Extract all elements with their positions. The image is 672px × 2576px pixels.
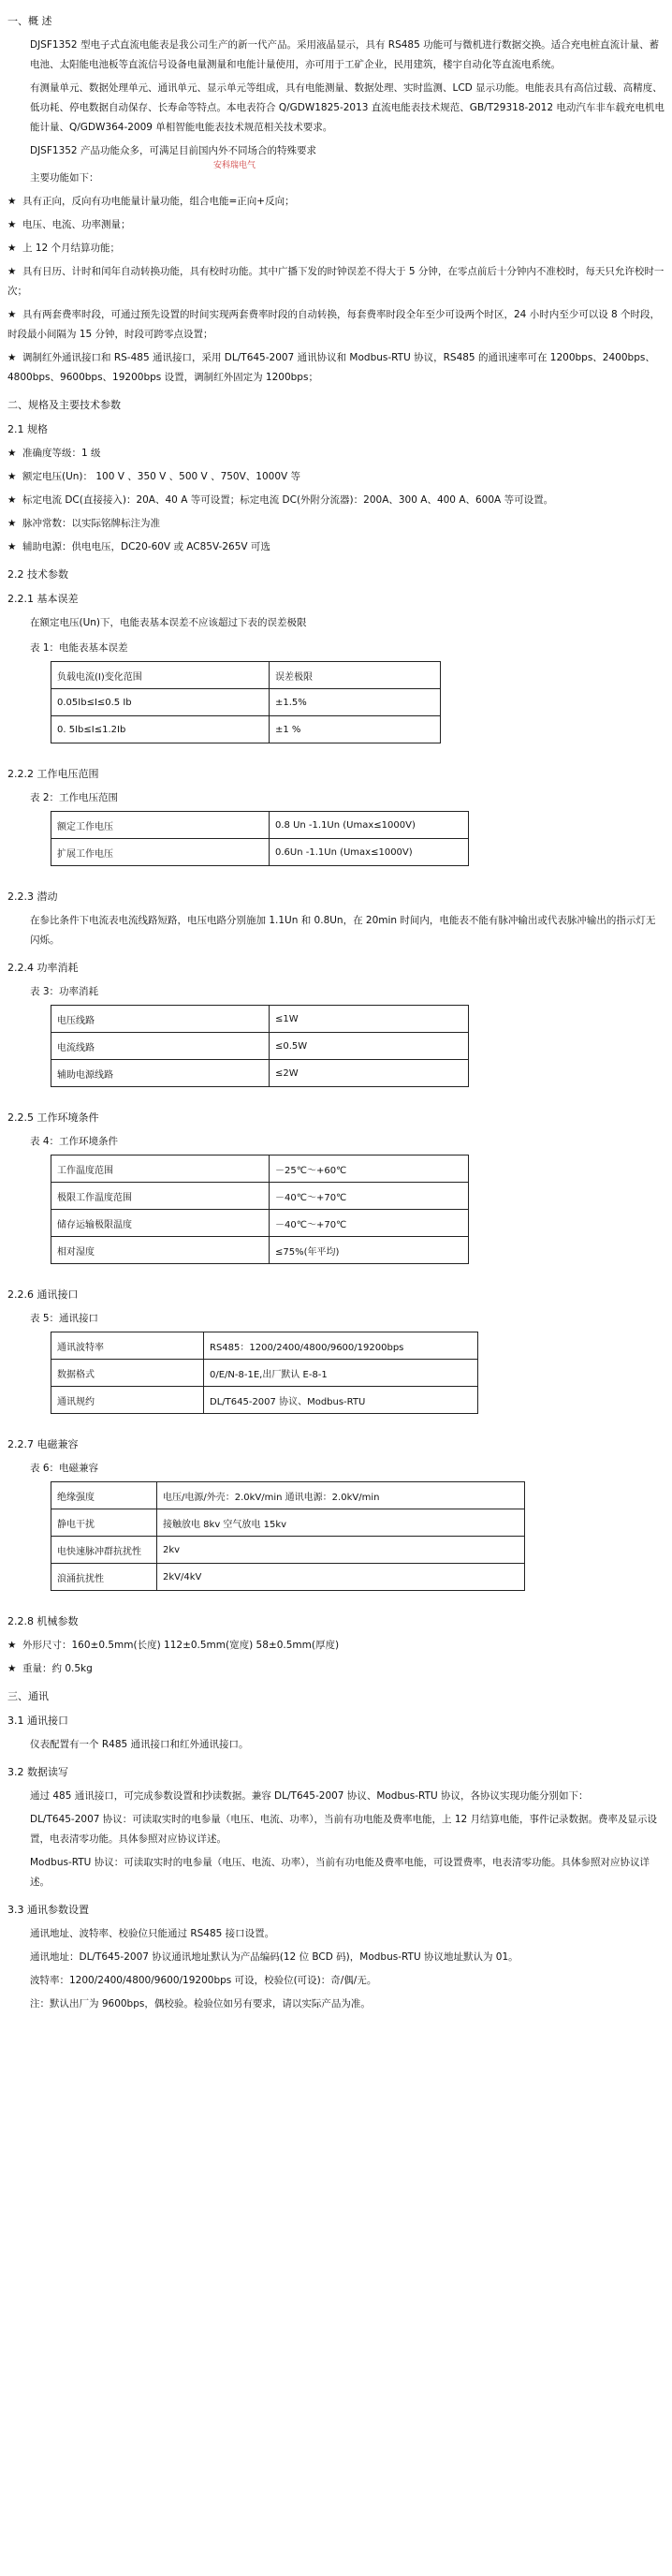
spec-item: ★ 额定电压(Un)： 100 V 、350 V 、500 V 、750V、1000V 等 xyxy=(7,467,665,487)
table-row: 工作温度范围 －25℃～+60℃ xyxy=(51,1156,469,1183)
star-bullet-icon: ★ xyxy=(7,518,17,529)
star-bullet-icon: ★ xyxy=(7,448,17,459)
section-2-2-title: 2.2 技术参数 xyxy=(7,568,68,581)
intro-paragraph-2: 有测量单元、数据处理单元、通讯单元、显示单元等组成，具有电能测量、数据处理、实时监测、LCD 显示功能。电能表具有高信过载、高精度、低功耗、停电数据自动保存、长寿命等特点。本电表符合 Q/GDW1825-2013 直流电能表技术规范、GB/T29318-2012 电动汽车非车载充电机电能计量、Q/GDW364-2009 单相智能电能表技术规范相关技术要求。 xyxy=(30,82,665,133)
function-item: ★ 具有正向，反向有功电能量计量功能，组合电能=正向+反向； xyxy=(7,192,665,212)
star-bullet-icon: ★ xyxy=(7,243,17,254)
section-2-2-6-title: 2.2.6 通讯接口 xyxy=(7,1288,79,1301)
star-bullet-icon: ★ xyxy=(7,541,17,552)
table-row: 极限工作温度范围 －40℃～+70℃ xyxy=(51,1183,469,1210)
star-bullet-icon: ★ xyxy=(7,196,17,207)
mech-item: ★ 重量：约 0.5kg xyxy=(7,1659,665,1679)
section-2-2-4-title: 2.2.4 功率消耗 xyxy=(7,962,79,974)
table-row: 额定工作电压 0.8 Un -1.1Un (Umax≤1000V) xyxy=(51,812,469,839)
table-2-caption: 表 2：工作电压范围 xyxy=(30,792,119,803)
section-1-title: 一、概 述 xyxy=(7,15,52,27)
table-row: 电快速脉冲群抗扰性 2kv xyxy=(51,1537,525,1564)
star-bullet-icon: ★ xyxy=(7,1663,17,1674)
comm-param-line: 通讯地址、波特率、校验位只能通过 RS485 接口设置。 xyxy=(30,1928,275,1939)
mech-item: ★ 外形尺寸：160±0.5mm(长度) 112±0.5mm(宽度) 58±0.5mm(厚度) xyxy=(7,1636,665,1656)
table-1-caption: 表 1：电能表基本误差 xyxy=(30,642,128,654)
table-row: 辅助电源线路 ≤2W xyxy=(51,1060,469,1087)
intro-paragraph-3 xyxy=(7,141,665,161)
comm-interface-text: 仪表配置有一个 R485 通讯接口和红外通讯接口。 xyxy=(30,1739,249,1750)
star-bullet-icon: ★ xyxy=(7,309,17,320)
table-row: 负载电流(I)变化范围 误差极限 xyxy=(51,662,441,689)
table-2-voltage-range xyxy=(51,811,469,866)
functions-title: 主要功能如下： xyxy=(30,172,99,184)
section-2-title: 二、规格及主要技术参数 xyxy=(7,399,121,411)
table-row: 扩展工作电压 0.6Un -1.1Un (Umax≤1000V) xyxy=(51,839,469,866)
star-bullet-icon: ★ xyxy=(7,219,17,230)
spec-item: ★ 辅助电源：供电电压，DC20-60V 或 AC85V-265V 可选 xyxy=(7,537,665,557)
section-2-2-1-title: 2.2.1 基本误差 xyxy=(7,593,79,605)
star-bullet-icon: ★ xyxy=(7,471,17,482)
comm-param-line: 波特率：1200/2400/4800/9600/19200bps 可设，校验位(可设)：奇/偶/无。 xyxy=(30,1975,377,1986)
section-2-2-8-title: 2.2.8 机械参数 xyxy=(7,1615,79,1627)
star-bullet-icon: ★ xyxy=(7,352,17,363)
section-3-2-title: 3.2 数据读写 xyxy=(7,1766,68,1778)
table-row: 储存运输极限温度 －40℃～+70℃ xyxy=(51,1210,469,1237)
table-row: 电压线路 ≤1W xyxy=(51,1006,469,1033)
table-6-emc xyxy=(51,1481,525,1591)
function-item: ★ 上 12 个月结算功能； xyxy=(7,239,665,258)
intro-paragraph-1: DJSF1352 型电子式直流电能表是我公司生产的新一代产品。采用液晶显示，具有 RS485 功能可与微机进行数据交换。适合充电桩直流计量、蓄电池、太阳能电池板等直流信号设备电量测量和电能计量使用，亦可用于工矿企业，民用建筑，楼宇自动化等直流电系统。 xyxy=(30,39,660,70)
table-1-basic-error xyxy=(51,661,441,743)
table-row: 电流线路 ≤0.5W xyxy=(51,1033,469,1060)
section-2-2-7-title: 2.2.7 电磁兼容 xyxy=(7,1438,79,1450)
intro-paragraph-3-text: DJSF1352 产品功能众多，可满足目前国内外不同场合的特殊要求 xyxy=(30,145,316,156)
comm-param-line: 通讯地址：DL/T645-2007 协议通讯地址默认为产品编码(12 位 BCD 码)，Modbus-RTU 协议地址默认为 01。 xyxy=(30,1951,519,1963)
table-4-environment xyxy=(51,1155,469,1264)
comm-param-line: 注：默认出厂为 9600bps，偶校验。检验位如另有要求，请以实际产品为准。 xyxy=(30,1998,371,2009)
spec-item: ★ 标定电流 DC(直接接入)：20A、40 A 等可设置；标定电流 DC(外附分流器)：200A、300 A、400 A、600A 等可设置。 xyxy=(7,491,665,510)
table-row: 相对湿度 ≤75%(年平均) xyxy=(51,1237,469,1264)
table-row: 静电干扰 接触放电 8kv 空气放电 15kv xyxy=(51,1509,525,1537)
star-bullet-icon: ★ xyxy=(7,1640,17,1651)
dlt645-protocol-text: DL/T645-2007 协议：可读取实时的电参量（电压、电流、功率），当前有功电能及费率电能，上 12 月结算电能，事件记录数据。费率及显示设置，电表清零功能。具体参照对应协议详述。 xyxy=(30,1814,658,1845)
data-rw-text: 通过 485 通讯接口，可完成参数设置和抄读数据。兼容 DL/T645-2007 协议、Modbus-RTU 协议，各协议实现功能分别如下： xyxy=(30,1790,589,1802)
section-3-title: 三、通讯 xyxy=(7,1690,49,1702)
table-row: 通讯规约 DL/T645-2007 协议、Modbus-RTU xyxy=(51,1387,478,1414)
section-3-1-title: 3.1 通讯接口 xyxy=(7,1715,68,1727)
function-item: ★ 调制红外通讯接口和 RS-485 通讯接口，采用 DL/T645-2007 通讯协议和 Modbus-RTU 协议，RS485 的通讯速率可在 1200bps、2400bps、4800bps、9600bps、19200bps 设置，调制红外固定为 1200bps； xyxy=(7,348,665,388)
table-3-caption: 表 3：功率消耗 xyxy=(30,986,99,997)
table-row: 数据格式 0/E/N-8-1E,出厂默认 E-8-1 xyxy=(51,1360,478,1387)
function-item: ★ 具有日历、计时和闰年自动转换功能，具有校时功能。其中广播下发的时钟误差不得大于 5 分钟，在零点前后十分钟内不准校时，每天只允许校时一次； xyxy=(7,262,665,302)
section-2-1-title: 2.1 规格 xyxy=(7,423,48,435)
table-3-power-consumption xyxy=(51,1005,469,1087)
section-2-2-3-title: 2.2.3 潜动 xyxy=(7,891,58,903)
table-5-caption: 表 5：通讯接口 xyxy=(30,1313,99,1324)
function-item: ★ 具有两套费率时段，可通过预先设置的时间实现两套费率时段的自动转换，每套费率时段全年至少可设两个时区，24 小时内至少可以设 8 个时段，时段最小间隔为 15 分钟，时段可跨零点设置； xyxy=(7,305,665,345)
modbus-protocol-text: Modbus-RTU 协议：可读取实时的电参量（电压、电流、功率），当前有功电能及费率电能，可设置费率，电表清零功能。具体参照对应协议详述。 xyxy=(30,1857,650,1888)
section-3-3-title: 3.3 通讯参数设置 xyxy=(7,1904,89,1916)
star-bullet-icon: ★ xyxy=(7,266,17,277)
creep-text: 在参比条件下电流表电流线路短路，电压电路分别施加 1.1Un 和 0.8Un，在 20min 时间内，电能表不能有脉冲输出或代表脉冲输出的指示灯无闪烁。 xyxy=(30,915,656,946)
watermark-stamp: 安科瑞电气 xyxy=(213,161,256,170)
function-item: ★ 电压、电流、功率测量； xyxy=(7,215,665,235)
spec-item: ★ 脉冲常数：以实际铭牌标注为准 xyxy=(7,514,665,534)
basic-error-text: 在额定电压(Un)下，电能表基本误差不应该超过下表的误差极限 xyxy=(30,617,307,628)
table-5-communication xyxy=(51,1332,478,1414)
table-row: 浪涌抗扰性 2kV/4kV xyxy=(51,1564,525,1591)
table-row: 通讯波特率 RS485：1200/2400/4800/9600/19200bps xyxy=(51,1332,478,1360)
table-4-caption: 表 4：工作环境条件 xyxy=(30,1136,119,1147)
table-row: 0.05Ib≤I≤0.5 Ib ±1.5% xyxy=(51,689,441,716)
table-row: 0. 5Ib≤I≤1.2Ib ±1 % xyxy=(51,716,441,743)
spec-item: ★ 准确度等级：1 级 xyxy=(7,444,665,464)
section-2-2-5-title: 2.2.5 工作环境条件 xyxy=(7,1111,99,1124)
table-6-caption: 表 6：电磁兼容 xyxy=(30,1463,99,1474)
section-2-2-2-title: 2.2.2 工作电压范围 xyxy=(7,768,99,780)
star-bullet-icon: ★ xyxy=(7,494,17,506)
table-row: 绝缘强度 电压/电源/外壳：2.0kV/min 通讯电源：2.0kV/min xyxy=(51,1482,525,1509)
